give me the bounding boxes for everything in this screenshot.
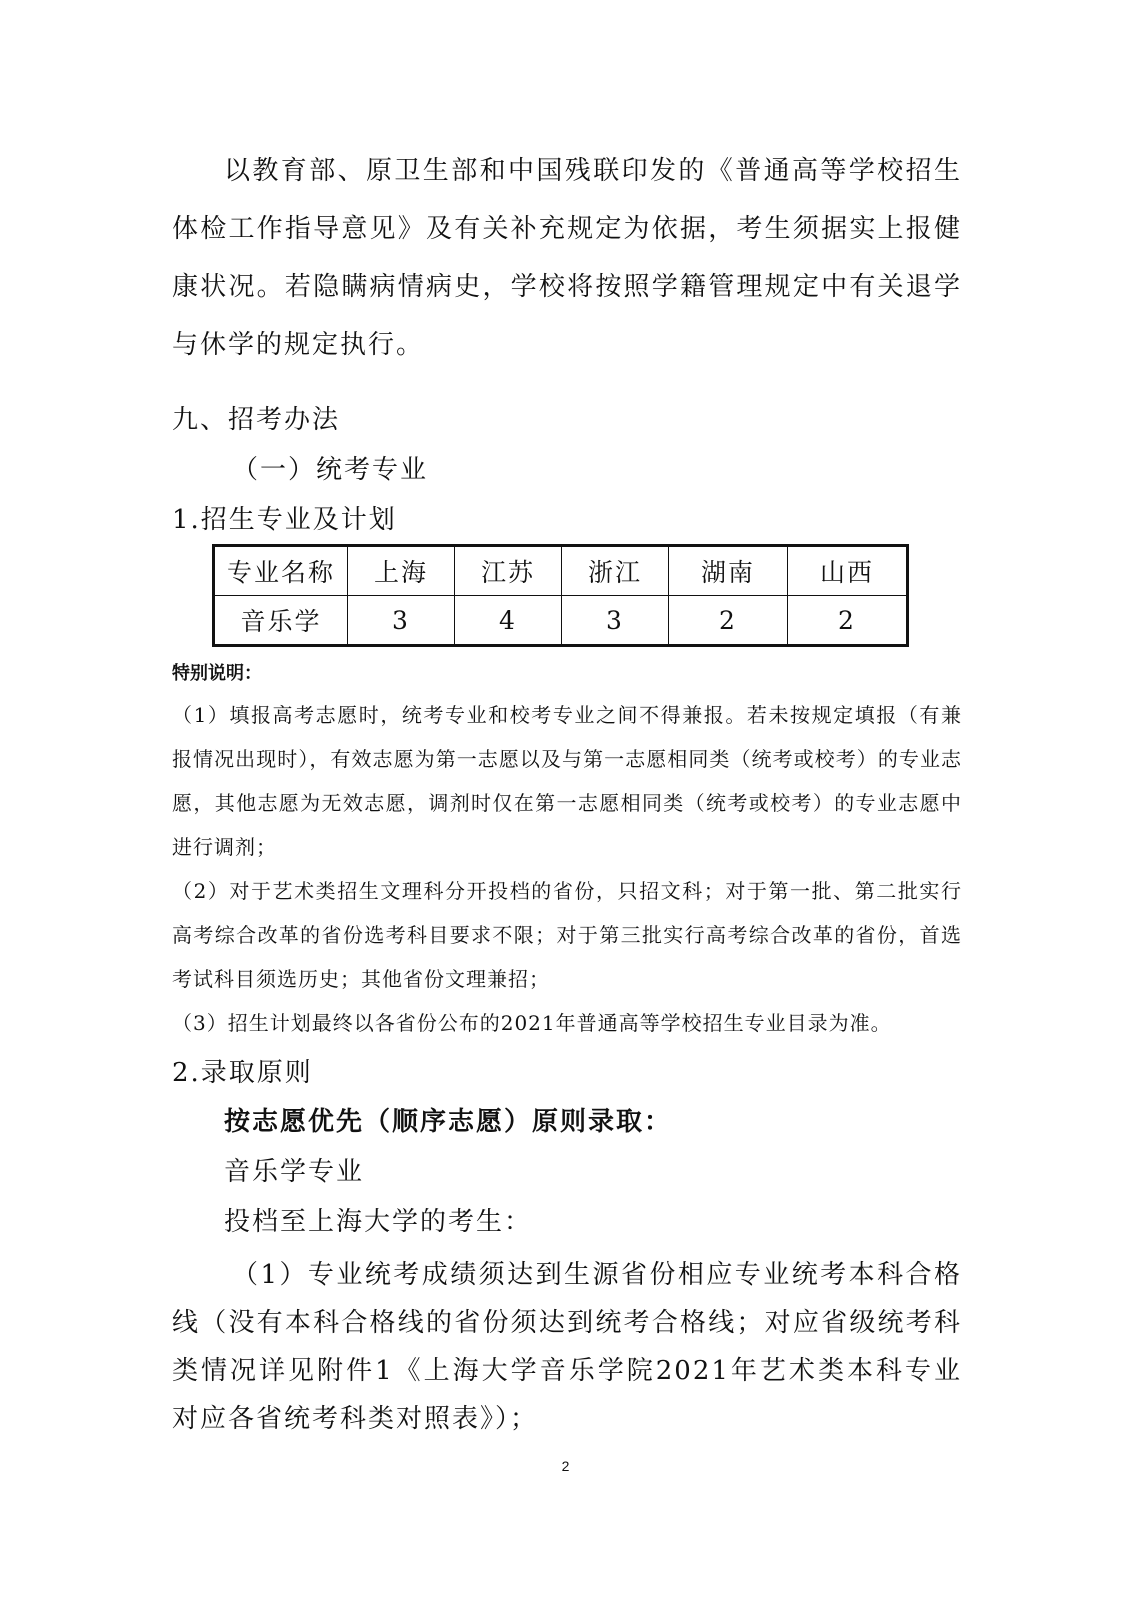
note-item: （1）填报高考志愿时，统考专业和校考专业之间不得兼报。若未按规定填报（有兼报情况出现时），有效志愿为第一志愿以及与第一志愿相同类（统考或校考）的专业志愿，其他志愿为无效志愿，调剂时仅在第一志愿相同类（统考或校考）的专业志愿中进行调剂； (172, 703, 962, 859)
note-item: （2）对于艺术类招生文理科分开投档的省份，只招文科；对于第一批、第二批实行高考综合改革的省份选考科目要求不限；对于第三批实行高考综合改革的省份，首选考试科目须选历史；其他省份文理兼招； (172, 879, 962, 991)
table-cell: 2 (669, 596, 788, 646)
table-header-cell: 上海 (348, 546, 455, 596)
subsection-heading: （一）统考专业 (232, 455, 429, 485)
table-header-cell: 湖南 (669, 546, 788, 596)
intro-paragraph: 以教育部、原卫生部和中国残联印发的《普通高等学校招生体检工作指导意见》及有关补充规定为依据，考生须据实上报健康状况。若隐瞒病情病史，学校将按照学籍管理规定中有关退学与休学的规定执行。 (172, 156, 962, 360)
enrollment-plan-table (212, 544, 909, 647)
notes-title: 特别说明： (172, 663, 262, 684)
admission-rule: （1）专业统考成绩须达到生源省份相应专业统考本科合格线（没有本科合格线的省份须达到统考合格线；对应省级统考科类情况详见附件1《上海大学音乐学院2021年艺术类本科专业对应各省统考科类对照表》）； (172, 1260, 962, 1434)
table-header-cell: 专业名称 (214, 546, 348, 596)
table-cell: 3 (562, 596, 669, 646)
table-header-cell: 山西 (788, 546, 908, 596)
page-number: 2 (561, 1458, 570, 1474)
table-cell: 2 (788, 596, 908, 646)
note-item: （3）招生计划最终以各省份公布的2021年普通高等学校招生专业目录为准。 (172, 1011, 892, 1035)
plan-heading: 1.招生专业及计划 (172, 505, 397, 535)
table-header-cell: 江苏 (455, 546, 562, 596)
table-cell: 3 (348, 596, 455, 646)
table-cell: 4 (455, 596, 562, 646)
table-header-cell: 浙江 (562, 546, 669, 596)
table-header-row (214, 546, 908, 596)
admission-heading: 2.录取原则 (172, 1058, 313, 1088)
admission-principle: 按志愿优先（顺序志愿）原则录取： (224, 1107, 673, 1137)
admission-major: 音乐学专业 (224, 1157, 365, 1187)
page-content (172, 142, 962, 1443)
table-row (214, 596, 908, 646)
section-heading: 九、招考办法 (172, 405, 341, 435)
table-cell: 音乐学 (214, 596, 348, 646)
admission-target: 投档至上海大学的考生： (224, 1207, 533, 1237)
